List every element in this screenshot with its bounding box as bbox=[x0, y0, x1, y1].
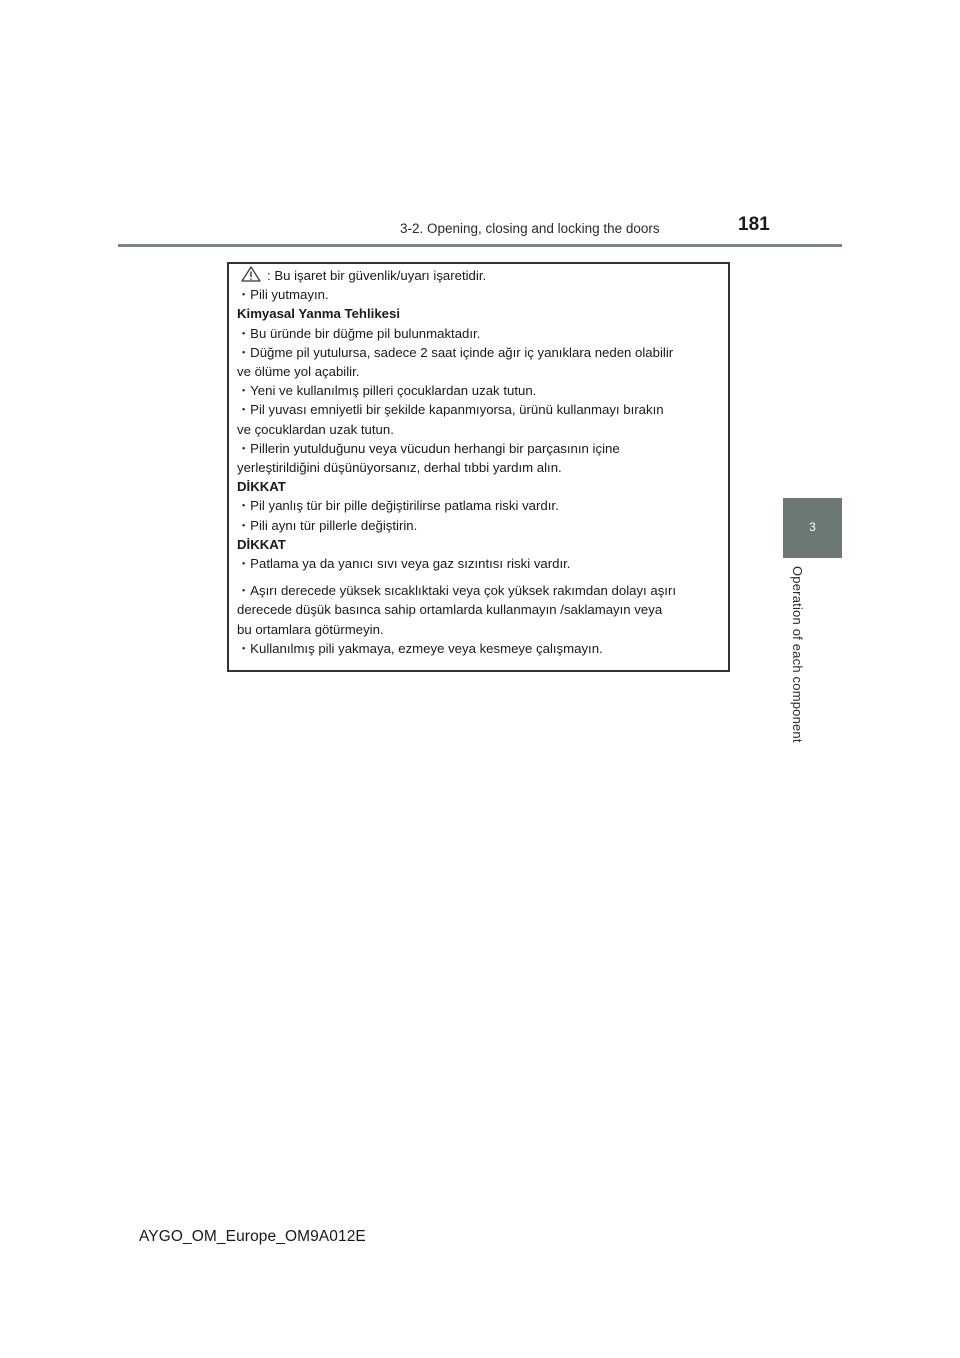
notice-line: bu ortamlara götürmeyin. bbox=[237, 621, 384, 637]
notice-line: ve çocuklardan uzak tutun. bbox=[237, 421, 394, 437]
notice-line: ・Pillerin yutulduğunu veya vücudun herhangi bir parçasının içine bbox=[237, 440, 620, 456]
chapter-label: Operation of each component bbox=[790, 566, 805, 743]
page-number: 181 bbox=[738, 214, 770, 235]
notice-line: ・Yeni ve kullanılmış pilleri çocuklardan uzak tutun. bbox=[237, 383, 537, 399]
notice-line: ・Düğme pil yutulursa, sadece 2 saat içinde ağır iç yanıklara neden olabilir bbox=[237, 344, 674, 360]
warning-triangle-icon bbox=[241, 266, 261, 282]
notice-line: ・Pil yuvası emniyetli bir şekilde kapanmıyorsa, ürünü kullanmayı bırakın bbox=[237, 402, 664, 418]
header-divider bbox=[118, 244, 842, 247]
notice-line: yerleştirildiğini düşünüyorsanız, derhal tıbbi yardım alın. bbox=[237, 460, 562, 476]
notice-heading: DİKKAT bbox=[237, 479, 286, 495]
section-title: 3-2. Opening, closing and locking the doors bbox=[400, 221, 660, 236]
notice-line: ・Patlama ya da yanıcı sıvı veya gaz sızıntısı riski vardır. bbox=[237, 556, 571, 572]
notice-line: ve ölüme yol açabilir. bbox=[237, 364, 360, 380]
notice-line: ・Bu üründe bir düğme pil bulunmaktadır. bbox=[237, 325, 481, 341]
battery-warning-notice bbox=[227, 262, 730, 672]
notice-heading: Kimyasal Yanma Tehlikesi bbox=[237, 306, 400, 322]
notice-line: ・Aşırı derecede yüksek sıcaklıktaki veya çok yüksek rakımdan dolayı aşırı bbox=[237, 583, 677, 599]
notice-intro-text: : Bu işaret bir güvenlik/uyarı işaretidir. bbox=[267, 268, 487, 283]
notice-heading: DİKKAT bbox=[237, 536, 286, 552]
notice-line: ・Pili yutmayın. bbox=[237, 287, 329, 303]
notice-line: ・Pil yanlış tür bir pille değiştirilirse patlama riski vardır. bbox=[237, 498, 559, 514]
notice-line: ・Pili aynı tür pillerle değiştirin. bbox=[237, 517, 418, 533]
notice-intro-line bbox=[237, 266, 720, 285]
document-code: AYGO_OM_Europe_OM9A012E bbox=[139, 1228, 366, 1245]
chapter-tab[interactable] bbox=[783, 498, 842, 558]
chapter-number: 3 bbox=[809, 520, 816, 534]
notice-line: ・Kullanılmış pili yakmaya, ezmeye veya kesmeye çalışmayın. bbox=[237, 640, 603, 656]
notice-line: derecede düşük basınca sahip ortamlarda kullanmayın /saklamayın veya bbox=[237, 602, 663, 618]
